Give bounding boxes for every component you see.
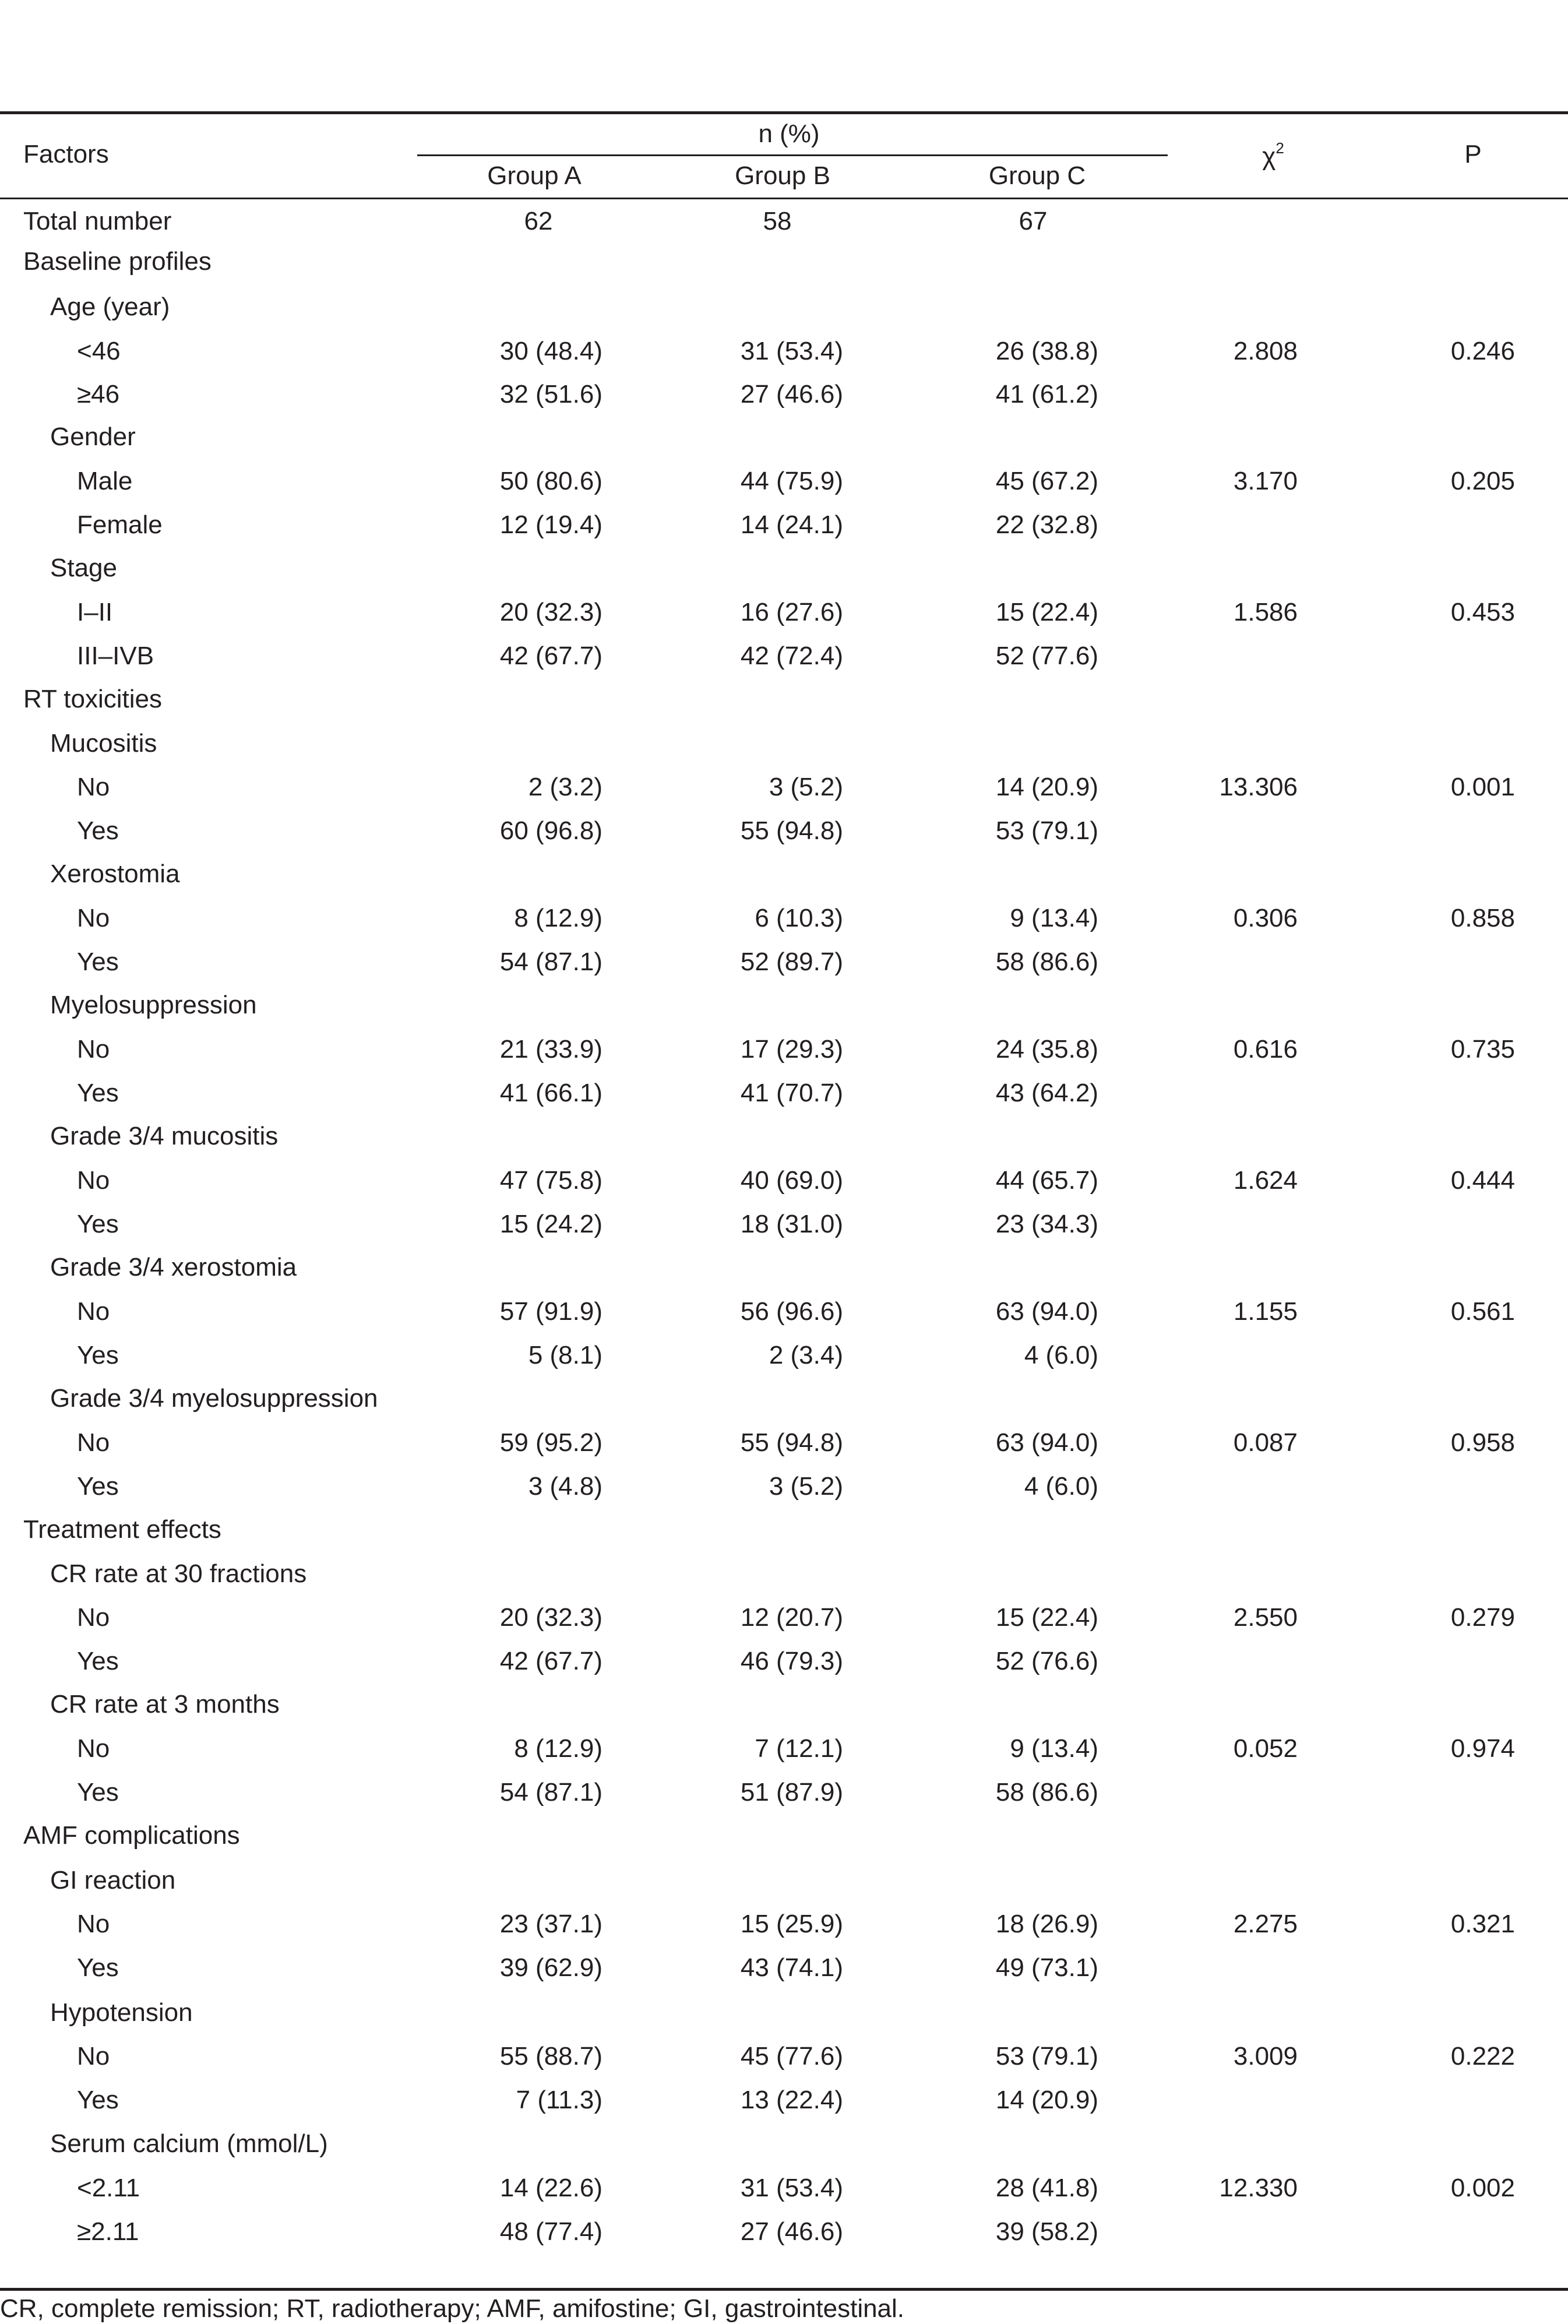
cell-group-a: 7 (11.3)	[516, 2086, 602, 2114]
cell-group-c: 26 (38.8)	[995, 337, 1098, 365]
row-label: Stage	[50, 554, 117, 582]
cell-p-value: 0.002	[1450, 2174, 1515, 2202]
cell-group-c: 9 (13.4)	[1010, 904, 1098, 932]
row-label: GI reaction	[50, 1866, 176, 1895]
cell-group-a: 47 (75.8)	[499, 1166, 602, 1195]
row-label: Grade 3/4 xerostomia	[50, 1253, 297, 1281]
cell-group-c: 39 (58.2)	[995, 2217, 1098, 2246]
cell-group-c: 43 (64.2)	[995, 1079, 1098, 1107]
row-label: RT toxicities	[23, 685, 163, 713]
cell-group-a: 41 (66.1)	[499, 1079, 602, 1107]
row-label: Yes	[77, 1341, 119, 1369]
cell-chi-square: 0.616	[1233, 1035, 1298, 1064]
cell-chi-square: 2.275	[1233, 1910, 1298, 1938]
cell-group-a: 57 (91.9)	[499, 1297, 602, 1326]
row-label: No	[77, 1166, 110, 1195]
cell-p-value: 0.205	[1450, 467, 1515, 495]
cell-group-c: 4 (6.0)	[1024, 1472, 1098, 1501]
cell-group-a: 3 (4.8)	[528, 1472, 602, 1501]
cell-group-c: 15 (22.4)	[995, 598, 1098, 626]
row-label: Yes	[77, 816, 119, 845]
cell-group-a: 59 (95.2)	[499, 1428, 602, 1457]
row-label: No	[77, 1910, 110, 1938]
cell-chi-square: 12.330	[1219, 2174, 1298, 2202]
header-n-percent: n (%)	[758, 119, 820, 148]
cell-group-a: 20 (32.3)	[499, 1603, 602, 1632]
cell-group-c: 41 (61.2)	[995, 380, 1098, 409]
cell-group-c: 18 (26.9)	[995, 1910, 1098, 1938]
cell-group-c: 52 (76.6)	[995, 1647, 1098, 1675]
cell-group-a: 42 (67.7)	[499, 642, 602, 670]
cell-p-value: 0.735	[1450, 1035, 1515, 1064]
row-label: No	[77, 773, 110, 801]
row-label: Xerostomia	[50, 860, 180, 888]
cell-p-value: 0.958	[1450, 1428, 1515, 1457]
row-label: No	[77, 1603, 110, 1632]
cell-group-b: 41 (70.7)	[740, 1079, 843, 1107]
cell-group-c: 67	[1019, 207, 1048, 235]
header-p: P	[1464, 140, 1482, 168]
row-label: Grade 3/4 myelosuppression	[50, 1384, 378, 1413]
cell-group-c: 58 (86.6)	[995, 948, 1098, 976]
row-label: CR rate at 30 fractions	[50, 1559, 307, 1588]
cell-group-b: 56 (96.6)	[740, 1297, 843, 1326]
cell-group-a: 42 (67.7)	[499, 1647, 602, 1675]
cell-group-c: 44 (65.7)	[995, 1166, 1098, 1195]
cell-group-a: 20 (32.3)	[499, 598, 602, 626]
cell-group-a: 21 (33.9)	[499, 1035, 602, 1064]
cell-group-c: 52 (77.6)	[995, 642, 1098, 670]
table-top-rule	[0, 111, 1568, 114]
row-label: AMF complications	[23, 1821, 240, 1850]
cell-group-c: 58 (86.6)	[995, 1778, 1098, 1807]
cell-group-c: 45 (67.2)	[995, 467, 1098, 495]
row-label: Yes	[77, 1647, 119, 1675]
cell-group-a: 8 (12.9)	[514, 1734, 602, 1763]
cell-p-value: 0.561	[1450, 1297, 1515, 1326]
row-label: No	[77, 1428, 110, 1457]
cell-group-c: 24 (35.8)	[995, 1035, 1098, 1064]
cell-group-c: 53 (79.1)	[995, 816, 1098, 845]
cell-group-a: 54 (87.1)	[499, 1778, 602, 1807]
row-label: ≥2.11	[77, 2217, 139, 2246]
cell-chi-square: 2.808	[1233, 337, 1298, 365]
cell-group-b: 2 (3.4)	[769, 1341, 843, 1369]
cell-group-b: 52 (89.7)	[740, 948, 843, 976]
row-label: No	[77, 2042, 110, 2071]
row-label: I–II	[77, 598, 113, 626]
row-label: Yes	[77, 1953, 119, 1982]
cell-group-a: 55 (88.7)	[499, 2042, 602, 2071]
row-label: Age (year)	[50, 293, 170, 321]
cell-group-b: 44 (75.9)	[740, 467, 843, 495]
cell-group-b: 27 (46.6)	[740, 2217, 843, 2246]
row-label: No	[77, 1297, 110, 1326]
cell-group-b: 42 (72.4)	[740, 642, 843, 670]
cell-p-value: 0.453	[1450, 598, 1515, 626]
cell-group-b: 43 (74.1)	[740, 1953, 843, 1982]
row-label: Yes	[77, 1079, 119, 1107]
row-label: Yes	[77, 948, 119, 976]
cell-group-b: 15 (25.9)	[740, 1910, 843, 1938]
chi-symbol: χ	[1262, 142, 1276, 171]
cell-group-c: 23 (34.3)	[995, 1210, 1098, 1238]
cell-group-b: 46 (79.3)	[740, 1647, 843, 1675]
row-label: No	[77, 904, 110, 932]
cell-group-a: 12 (19.4)	[499, 510, 602, 539]
row-label: Gender	[50, 422, 136, 451]
row-label: <2.11	[77, 2174, 140, 2202]
row-label: Mucositis	[50, 729, 157, 758]
cell-group-c: 9 (13.4)	[1010, 1734, 1098, 1763]
cell-group-a: 54 (87.1)	[499, 948, 602, 976]
cell-chi-square: 1.624	[1233, 1166, 1298, 1195]
cell-group-b: 31 (53.4)	[740, 2174, 843, 2202]
footnote: CR, complete remission; RT, radiotherapy; AMF, amifostine; GI, gastrointestinal.	[0, 2294, 905, 2323]
cell-group-c: 4 (6.0)	[1024, 1341, 1098, 1369]
cell-group-b: 3 (5.2)	[769, 773, 843, 801]
row-label: Yes	[77, 1778, 119, 1807]
header-group-a: Group A	[487, 161, 582, 190]
row-label: Male	[77, 467, 133, 495]
cell-group-b: 27 (46.6)	[740, 380, 843, 409]
cell-group-a: 62	[524, 207, 553, 235]
cell-p-value: 0.001	[1450, 773, 1515, 801]
cell-group-c: 14 (20.9)	[995, 2086, 1098, 2114]
cell-group-a: 5 (8.1)	[528, 1341, 602, 1369]
row-label: Grade 3/4 mucositis	[50, 1122, 279, 1150]
cell-group-c: 28 (41.8)	[995, 2174, 1098, 2202]
row-label: Yes	[77, 1210, 119, 1238]
cell-group-b: 12 (20.7)	[740, 1603, 843, 1632]
cell-group-a: 50 (80.6)	[499, 467, 602, 495]
header-factors: Factors	[23, 140, 109, 168]
header-group-b: Group B	[735, 161, 830, 190]
cell-chi-square: 3.170	[1233, 467, 1298, 495]
cell-group-b: 51 (87.9)	[740, 1778, 843, 1807]
table-bottom-rule	[0, 2288, 1568, 2291]
cell-group-c: 63 (94.0)	[995, 1297, 1098, 1326]
cell-chi-square: 0.087	[1233, 1428, 1298, 1457]
cell-group-a: 32 (51.6)	[499, 380, 602, 409]
cell-chi-square: 13.306	[1219, 773, 1298, 801]
cell-group-a: 39 (62.9)	[499, 1953, 602, 1982]
cell-group-b: 45 (77.6)	[740, 2042, 843, 2071]
cell-chi-square: 0.052	[1233, 1734, 1298, 1763]
cell-p-value: 0.222	[1450, 2042, 1515, 2071]
cell-p-value: 0.974	[1450, 1734, 1515, 1763]
cell-group-c: 63 (94.0)	[995, 1428, 1098, 1457]
cell-group-b: 14 (24.1)	[740, 510, 843, 539]
cell-p-value: 0.246	[1450, 337, 1515, 365]
cell-group-a: 48 (77.4)	[499, 2217, 602, 2246]
row-label: Serum calcium (mmol/L)	[50, 2129, 328, 2158]
cell-group-c: 14 (20.9)	[995, 773, 1098, 801]
chi-superscript: 2	[1275, 139, 1284, 157]
row-label: <46	[77, 337, 121, 365]
cell-group-b: 3 (5.2)	[769, 1472, 843, 1501]
row-label: Myelosuppression	[50, 991, 257, 1019]
row-label: Yes	[77, 2086, 119, 2114]
cell-group-b: 31 (53.4)	[740, 337, 843, 365]
cell-p-value: 0.858	[1450, 904, 1515, 932]
cell-p-value: 0.444	[1450, 1166, 1515, 1195]
cell-group-c: 22 (32.8)	[995, 510, 1098, 539]
header-group-c: Group C	[988, 161, 1086, 190]
cell-group-c: 15 (22.4)	[995, 1603, 1098, 1632]
row-label: CR rate at 3 months	[50, 1690, 280, 1719]
cell-group-b: 40 (69.0)	[740, 1166, 843, 1195]
cell-group-a: 8 (12.9)	[514, 904, 602, 932]
cell-group-a: 60 (96.8)	[499, 816, 602, 845]
row-label: III–IVB	[77, 642, 154, 670]
cell-group-b: 55 (94.8)	[740, 816, 843, 845]
row-label: No	[77, 1734, 110, 1763]
row-label: Total number	[23, 207, 172, 235]
cell-group-b: 58	[763, 207, 792, 235]
header-chi-square	[1262, 139, 1284, 172]
cell-group-a: 30 (48.4)	[499, 337, 602, 365]
cell-group-b: 13 (22.4)	[740, 2086, 843, 2114]
cell-chi-square: 1.586	[1233, 598, 1298, 626]
row-label: ≥46	[77, 380, 120, 409]
n-percent-span-rule	[417, 154, 1168, 156]
cell-group-b: 17 (29.3)	[740, 1035, 843, 1064]
row-label: Treatment effects	[23, 1515, 221, 1544]
row-label: Baseline profiles	[23, 247, 212, 276]
cell-p-value: 0.279	[1450, 1603, 1515, 1632]
cell-group-b: 7 (12.1)	[755, 1734, 843, 1763]
cell-group-a: 14 (22.6)	[499, 2174, 602, 2202]
cell-group-b: 55 (94.8)	[740, 1428, 843, 1457]
cell-chi-square: 3.009	[1233, 2042, 1298, 2071]
cell-group-a: 23 (37.1)	[499, 1910, 602, 1938]
cell-group-b: 18 (31.0)	[740, 1210, 843, 1238]
row-label: Female	[77, 510, 163, 539]
cell-group-b: 6 (10.3)	[755, 904, 843, 932]
cell-chi-square: 0.306	[1233, 904, 1298, 932]
row-label: Yes	[77, 1472, 119, 1501]
cell-group-a: 15 (24.2)	[499, 1210, 602, 1238]
row-label: Hypotension	[50, 1998, 193, 2027]
cell-chi-square: 2.550	[1233, 1603, 1298, 1632]
header-bottom-rule	[0, 198, 1568, 199]
row-label: No	[77, 1035, 110, 1064]
cell-p-value: 0.321	[1450, 1910, 1515, 1938]
cell-group-c: 49 (73.1)	[995, 1953, 1098, 1982]
cell-chi-square: 1.155	[1233, 1297, 1298, 1326]
cell-group-a: 2 (3.2)	[528, 773, 602, 801]
cell-group-b: 16 (27.6)	[740, 598, 843, 626]
cell-group-c: 53 (79.1)	[995, 2042, 1098, 2071]
